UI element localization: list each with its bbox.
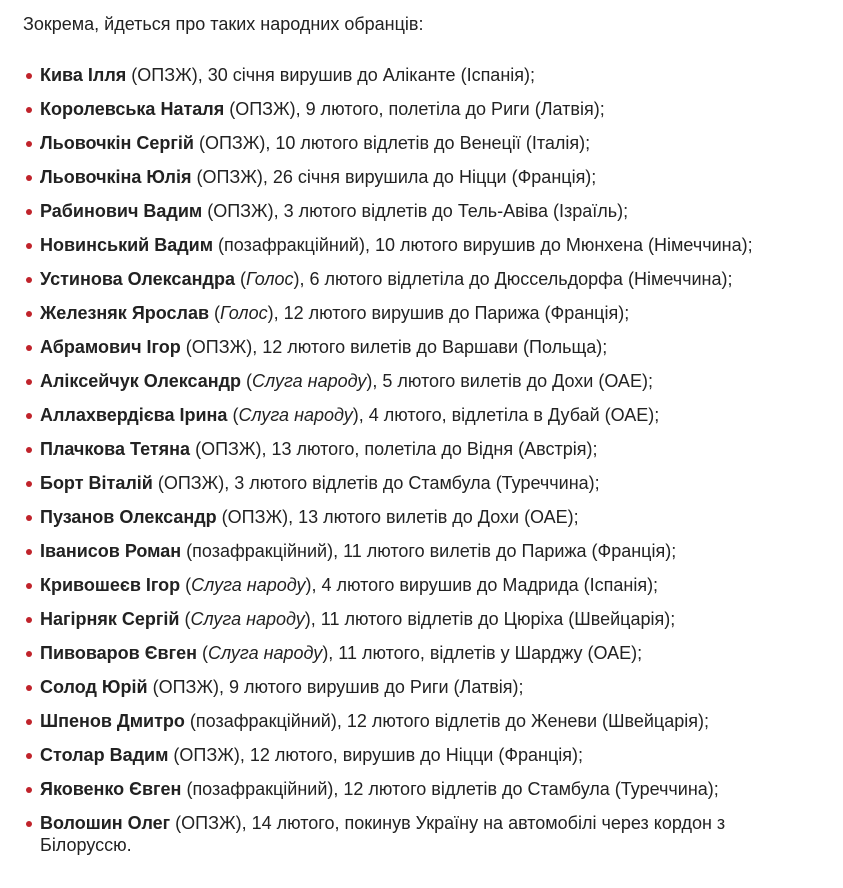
- deputy-details: ), 12 лютого вилетів до Варшави (Польща);: [246, 337, 608, 357]
- deputy-faction: ОПЗЖ: [181, 813, 236, 833]
- bullet-icon: [26, 651, 32, 657]
- deputy-name: Іванисов Роман: [40, 541, 182, 561]
- deputy-faction: ОПЗЖ: [179, 745, 234, 765]
- deputy-faction: Голос: [220, 303, 268, 323]
- deputy-name: Плачкова Тетяна: [40, 439, 191, 459]
- deputy-faction: Слуга народу: [190, 609, 305, 629]
- list-item: [20, 778, 823, 800]
- list-item: [20, 472, 823, 494]
- bullet-icon: [26, 345, 32, 351]
- bullet-icon: [26, 719, 32, 725]
- bullet-icon: [26, 549, 32, 555]
- list-item: [20, 234, 823, 256]
- list-item: [20, 506, 823, 528]
- open-paren: (: [184, 711, 196, 731]
- open-paren: (: [168, 745, 180, 765]
- open-paren: (: [191, 167, 203, 187]
- bullet-icon: [26, 617, 32, 623]
- deputy-details: ), 3 лютого відлетів до Тель-Авіва (Ізраїль);: [267, 201, 629, 221]
- deputy-name: Железняк Ярослав: [40, 303, 210, 323]
- list-item: [20, 574, 823, 596]
- deputy-details: ), 30 січня вирушив до Аліканте (Іспанія);: [191, 65, 536, 85]
- list-item: [20, 64, 823, 86]
- deputy-faction: ОПЗЖ: [201, 439, 256, 459]
- deputy-details: ), 6 лютого відлетіла до Дюссельдорфа (Німеччина);: [293, 269, 733, 289]
- open-paren: (: [196, 643, 208, 663]
- list-item: [20, 710, 823, 732]
- deputy-faction: ОПЗЖ: [202, 167, 257, 187]
- deputy-details: ), 4 лютого, відлетіла в Дубай (ОАЕ);: [352, 405, 660, 425]
- deputy-faction: Голос: [245, 269, 294, 289]
- deputy-details: ), 14 лютого, покинув Україну на автомобілі через кордон з Білоруссю.: [40, 813, 726, 855]
- list-item: [20, 268, 823, 290]
- list-item: [20, 302, 823, 324]
- deputy-faction: ОПЗЖ: [213, 201, 268, 221]
- deputy-details: ), 11 лютого відлетів до Цюріха (Швейцарія);: [304, 609, 676, 629]
- deputy-faction: ОПЗЖ: [204, 133, 260, 153]
- deputy-name: Кива Ілля: [40, 65, 127, 85]
- deputy-faction: ОПЗЖ: [227, 507, 283, 527]
- list-item: [20, 166, 823, 188]
- deputy-name: Солод Юрій: [40, 677, 148, 697]
- deputy-name: Рабинович Вадим: [40, 201, 203, 221]
- deputy-details: ), 9 лютого вирушив до Риги (Латвія);: [213, 677, 524, 697]
- open-paren: (: [126, 65, 138, 85]
- deputy-faction: Слуга народу: [252, 371, 367, 391]
- deputy-faction: ОПЗЖ: [163, 473, 219, 493]
- open-paren: (: [209, 303, 221, 323]
- list-item: [20, 812, 820, 856]
- deputy-details: ), 13 лютого, полетіла до Відня (Австрія);: [255, 439, 598, 459]
- bullet-icon: [26, 311, 32, 317]
- bullet-icon: [26, 447, 32, 453]
- open-paren: (: [193, 133, 205, 153]
- deputy-details: ), 4 лютого вирушив до Мадрида (Іспанія);: [305, 575, 659, 595]
- list-item: [20, 132, 823, 154]
- deputy-faction: позафракційний: [192, 779, 328, 799]
- list-item: [20, 336, 823, 358]
- bullet-icon: [26, 107, 32, 113]
- bullet-icon: [26, 277, 32, 283]
- deputy-details: ), 26 січня вирушила до Ніцци (Франція);: [256, 167, 597, 187]
- deputy-name: Яковенко Євген: [40, 779, 182, 799]
- deputy-details: ), 3 лютого відлетів до Стамбула (Туреччина);: [218, 473, 600, 493]
- open-paren: (: [224, 99, 236, 119]
- bullet-icon: [26, 821, 32, 827]
- deputy-faction: ОПЗЖ: [137, 65, 192, 85]
- list-item: [20, 744, 823, 766]
- deputy-faction: позафракційний: [195, 711, 331, 731]
- list-item: [20, 404, 823, 426]
- bullet-icon: [26, 209, 32, 215]
- deputy-name: Новинський Вадим: [40, 235, 214, 255]
- bullet-icon: [26, 175, 32, 181]
- deputy-details: ), 10 лютого відлетів до Венеції (Італія);: [259, 133, 591, 153]
- open-paren: (: [181, 779, 193, 799]
- bullet-icon: [26, 379, 32, 385]
- deputy-name: Пузанов Олександр: [40, 507, 217, 527]
- deputy-faction: Слуга народу: [207, 643, 323, 663]
- bullet-icon: [26, 141, 32, 147]
- open-paren: (: [180, 575, 192, 595]
- deputy-name: Абрамович Ігор: [40, 337, 181, 357]
- deputy-details: ), 13 лютого вилетів до Дохи (ОАЕ);: [282, 507, 579, 527]
- open-paren: (: [213, 235, 225, 255]
- deputy-name: Нагірняк Сергій: [40, 609, 180, 629]
- open-paren: (: [202, 201, 214, 221]
- list-item: [20, 98, 823, 120]
- intro-text: Зокрема, йдеться про таких народних обранців:: [23, 14, 424, 34]
- open-paren: (: [170, 813, 182, 833]
- deputy-name: Пивоваров Євген: [40, 643, 197, 663]
- deputy-name: Льовочкін Сергій: [40, 133, 194, 153]
- deputies-list: [20, 64, 823, 856]
- list-item: [20, 676, 823, 698]
- deputy-details: ), 11 лютого, відлетів у Шарджу (ОАЕ);: [322, 643, 643, 663]
- bullet-icon: [26, 753, 32, 759]
- deputy-faction: Слуга народу: [191, 575, 306, 595]
- deputy-details: ), 5 лютого вилетів до Дохи (ОАЕ);: [366, 371, 653, 391]
- deputy-faction: ОПЗЖ: [235, 99, 290, 119]
- open-paren: (: [181, 541, 193, 561]
- deputy-faction: позафракційний: [192, 541, 328, 561]
- bullet-icon: [26, 787, 32, 793]
- deputy-faction: Слуга народу: [238, 405, 353, 425]
- deputy-name: Аліксейчук Олександр: [40, 371, 242, 391]
- deputy-name: Кривошеєв Ігор: [40, 575, 181, 595]
- deputy-name: Шпенов Дмитро: [40, 711, 185, 731]
- deputy-details: ), 10 лютого вирушив до Мюнхена (Німеччина);: [358, 235, 753, 255]
- deputy-details: ), 12 лютого відлетів до Стамбула (Туреччина);: [327, 779, 719, 799]
- deputy-details: ), 9 лютого, полетіла до Риги (Латвія);: [289, 99, 605, 119]
- bullet-icon: [26, 481, 32, 487]
- bullet-icon: [26, 243, 32, 249]
- deputy-details: ), 11 лютого вилетів до Парижа (Франція);: [327, 541, 677, 561]
- deputy-name: Устинова Олександра: [40, 269, 235, 289]
- deputy-name: Льовочкіна Юлія: [40, 167, 192, 187]
- open-paren: (: [180, 337, 192, 357]
- bullet-icon: [26, 583, 32, 589]
- bullet-icon: [26, 685, 32, 691]
- bullet-icon: [26, 73, 32, 79]
- open-paren: (: [152, 473, 164, 493]
- open-paren: (: [216, 507, 228, 527]
- open-paren: (: [179, 609, 191, 629]
- list-item: [20, 200, 823, 222]
- deputy-details: ), 12 лютого, вирушив до Ніцци (Франція);: [233, 745, 584, 765]
- deputy-name: Волошин Олег: [40, 813, 171, 833]
- open-paren: (: [241, 371, 253, 391]
- deputy-faction: ОПЗЖ: [158, 677, 213, 697]
- open-paren: (: [190, 439, 202, 459]
- list-item: [20, 370, 823, 392]
- deputy-details: ), 12 лютого вирушив до Парижа (Франція);: [267, 303, 630, 323]
- list-item: [20, 642, 823, 664]
- list-item: [20, 540, 823, 562]
- deputy-details: ), 12 лютого відлетів до Женеви (Швейцарія);: [330, 711, 710, 731]
- deputy-faction: ОПЗЖ: [191, 337, 247, 357]
- deputy-name: Аллахвердієва Ірина: [40, 405, 228, 425]
- open-paren: (: [227, 405, 239, 425]
- bullet-icon: [26, 413, 32, 419]
- list-item: [20, 438, 823, 460]
- bullet-icon: [26, 515, 32, 521]
- deputy-faction: позафракційний: [224, 235, 359, 255]
- deputy-name: Столар Вадим: [40, 745, 169, 765]
- deputy-name: Борт Віталій: [40, 473, 153, 493]
- open-paren: (: [147, 677, 159, 697]
- list-item: [20, 608, 823, 630]
- deputy-name: Королевська Наталя: [40, 99, 225, 119]
- open-paren: (: [234, 269, 246, 289]
